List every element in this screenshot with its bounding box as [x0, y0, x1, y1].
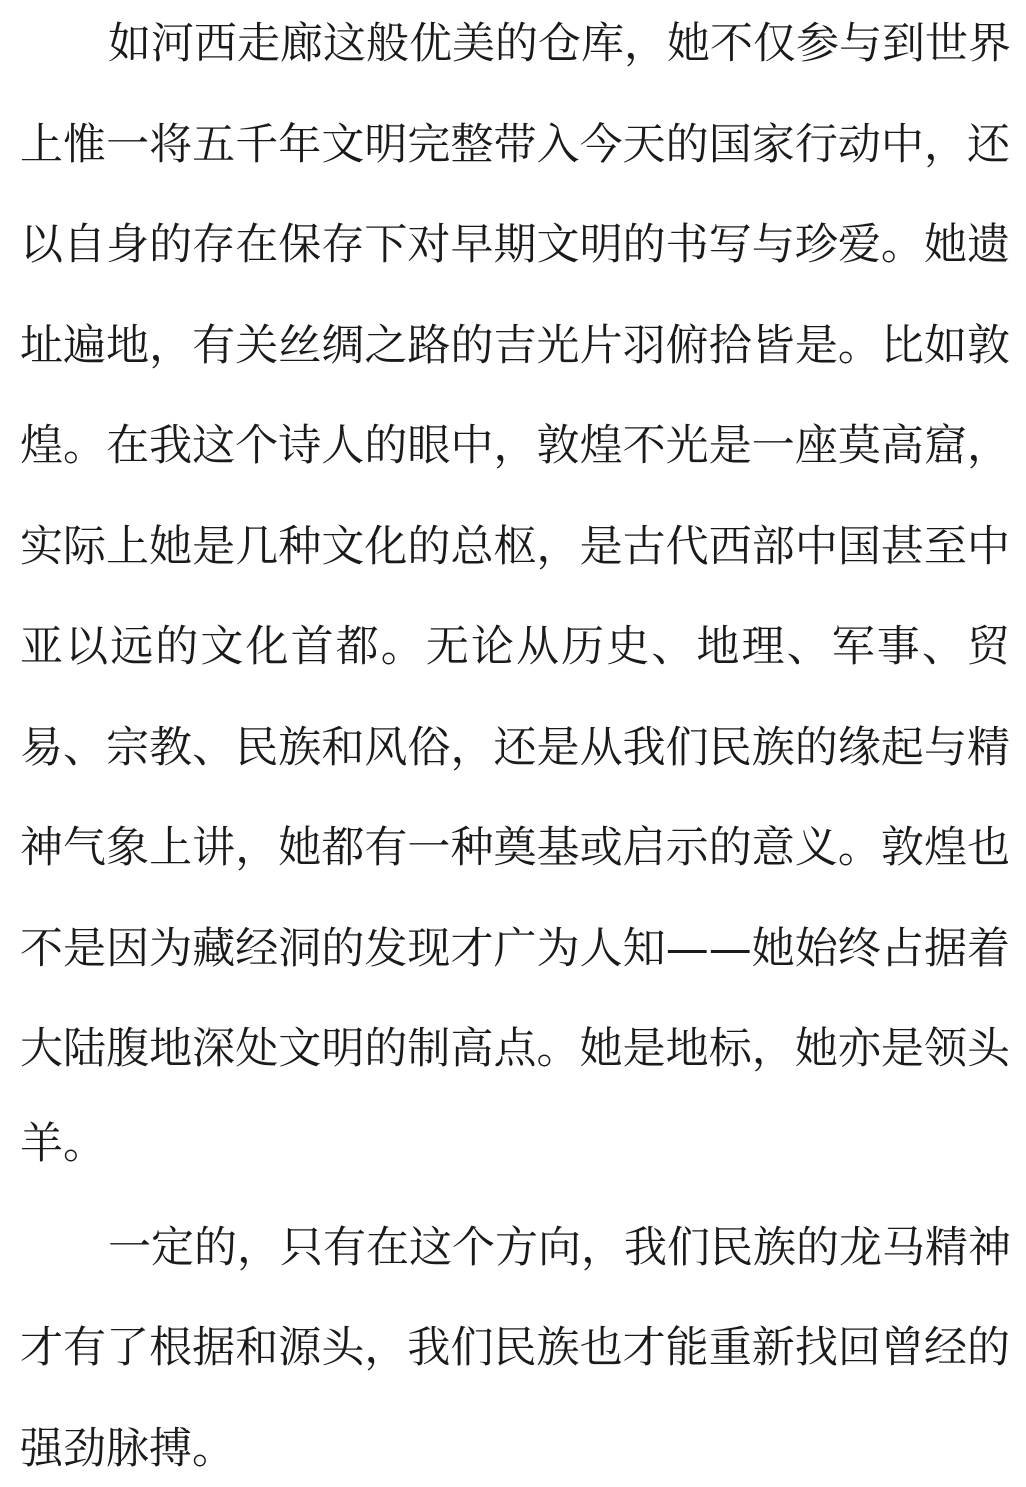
text-line: 亚以远的文化首都。无论从历史、地理、军事、贸 — [20, 622, 1010, 672]
text-line: 大陆腹地深处文明的制高点。她是地标，她亦是领头 — [20, 1024, 1010, 1074]
text-line: 强劲脉搏。 — [20, 1424, 235, 1474]
text-line: 如河西走廊这般优美的仓库，她不仅参与到世界 — [108, 19, 1011, 69]
text-line: 羊。 — [20, 1119, 106, 1169]
text-line: 实际上她是几种文化的总枢，是古代西部中国甚至中 — [20, 522, 1010, 572]
text-line: 才有了根据和源头，我们民族也才能重新找回曾经的 — [20, 1323, 1010, 1373]
text-line: 上惟一将五千年文明完整带入今天的国家行动中，还 — [20, 120, 1010, 170]
text-line: 一定的，只有在这个方向，我们民族的龙马精神 — [108, 1223, 1011, 1273]
text-line: 址遍地，有关丝绸之路的吉光片羽俯拾皆是。比如敦 — [20, 321, 1010, 371]
text-line: 以自身的存在保存下对早期文明的书写与珍爱。她遗 — [20, 220, 1010, 270]
text-line: 煌。在我这个诗人的眼中，敦煌不光是一座莫高窟， — [20, 421, 1010, 471]
text-line: 神气象上讲，她都有一种奠基或启示的意义。敦煌也 — [20, 823, 1010, 873]
text-line: 不是因为藏经洞的发现才广为人知——她始终占据着 — [20, 924, 1010, 974]
text-line: 易、宗教、民族和风俗，还是从我们民族的缘起与精 — [20, 723, 1010, 773]
